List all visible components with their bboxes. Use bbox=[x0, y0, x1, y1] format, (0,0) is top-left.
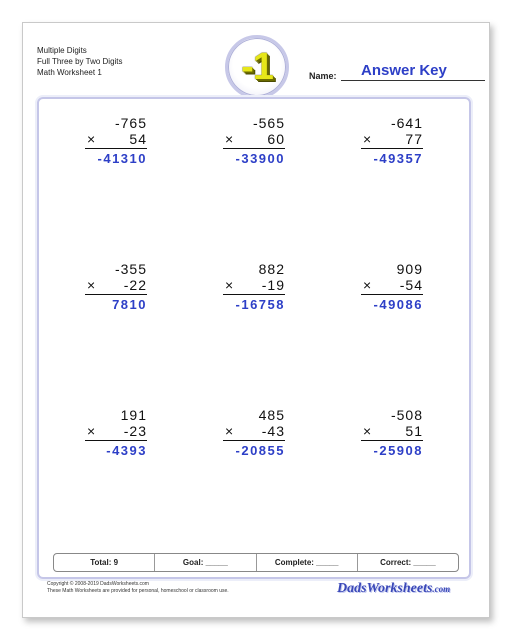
correct-field: Correct: _____ bbox=[380, 558, 436, 567]
logo-suffix: .com bbox=[432, 584, 451, 594]
problem-1-top: -765 bbox=[114, 115, 147, 131]
problem-1-bar bbox=[85, 148, 147, 149]
problem-1 bbox=[85, 115, 147, 167]
problem-6-operator-row bbox=[361, 277, 423, 293]
goal-field: Goal: _____ bbox=[155, 554, 256, 571]
copyright-line-2: These Math Worksheets are provided for personal, homeschool or classroom use. bbox=[47, 588, 229, 594]
problem-7-bottom: -23 bbox=[123, 423, 147, 439]
name-underline bbox=[341, 80, 485, 81]
complete-field: Complete: _____ bbox=[257, 554, 358, 571]
total-count: Total: 9 bbox=[54, 554, 155, 571]
badge-text: -1 bbox=[241, 45, 273, 88]
problem-6 bbox=[361, 261, 423, 313]
problem-2-operator-row bbox=[223, 131, 285, 147]
problem-2-bottom: 60 bbox=[267, 131, 285, 147]
problem-7-bar bbox=[85, 440, 147, 441]
problem-1-bottom: 54 bbox=[129, 131, 147, 147]
problem-7-operator-row bbox=[85, 423, 147, 439]
multiply-sign: × bbox=[225, 423, 235, 439]
problem-5-answer: -16758 bbox=[235, 297, 285, 312]
problem-3-top: -641 bbox=[390, 115, 423, 131]
problem-8-bar bbox=[223, 440, 285, 441]
problem-9-answer: -25908 bbox=[373, 443, 423, 458]
problem-6-bar bbox=[361, 294, 423, 295]
problem-1-answer: -41310 bbox=[97, 151, 147, 166]
problem-7 bbox=[85, 407, 147, 459]
problem-6-answer: -49086 bbox=[373, 297, 423, 312]
problem-3-bottom: 77 bbox=[405, 131, 423, 147]
multiply-sign: × bbox=[225, 277, 235, 293]
problem-4-answer: 7810 bbox=[112, 297, 147, 312]
problem-9 bbox=[361, 407, 423, 459]
problem-4-bottom: -22 bbox=[123, 277, 147, 293]
problem-3-operator-row bbox=[361, 131, 423, 147]
problem-9-top: -508 bbox=[390, 407, 423, 423]
logo-main: DadsWorksheets bbox=[337, 581, 433, 596]
title-line-2: Full Three by Two Digits bbox=[37, 57, 123, 66]
problem-9-bottom: 51 bbox=[405, 423, 423, 439]
problem-9-operator-row bbox=[361, 423, 423, 439]
problem-4-operator-row bbox=[85, 277, 147, 293]
name-label: Name: bbox=[309, 71, 337, 81]
problem-8-answer: -20855 bbox=[235, 443, 285, 458]
problem-5-bar bbox=[223, 294, 285, 295]
score-footer bbox=[53, 553, 459, 572]
problem-9-bar bbox=[361, 440, 423, 441]
negative-one-badge bbox=[225, 35, 289, 99]
copyright-line-1: Copyright © 2008-2019 DadsWorksheets.com bbox=[47, 581, 149, 587]
problem-3-answer: -49357 bbox=[373, 151, 423, 166]
problems-frame bbox=[37, 97, 471, 579]
problem-2-bar bbox=[223, 148, 285, 149]
copyright-notice bbox=[47, 581, 229, 595]
problem-1-operator-row bbox=[85, 131, 147, 147]
problem-5 bbox=[223, 261, 285, 313]
title-line-3: Math Worksheet 1 bbox=[37, 68, 102, 77]
problem-8 bbox=[223, 407, 285, 459]
multiply-sign: × bbox=[87, 131, 97, 147]
problem-3-bar bbox=[361, 148, 423, 149]
multiply-sign: × bbox=[363, 131, 373, 147]
multiply-sign: × bbox=[225, 131, 235, 147]
title-line-1: Multiple Digits bbox=[37, 46, 87, 55]
problem-8-operator-row bbox=[223, 423, 285, 439]
worksheet-page bbox=[22, 22, 490, 618]
multiply-sign: × bbox=[87, 277, 97, 293]
multiply-sign: × bbox=[87, 423, 97, 439]
problem-2-answer: -33900 bbox=[235, 151, 285, 166]
problem-2 bbox=[223, 115, 285, 167]
multiply-sign: × bbox=[363, 423, 373, 439]
problem-2-top: -565 bbox=[252, 115, 285, 131]
problem-3 bbox=[361, 115, 423, 167]
problem-4-top: -355 bbox=[114, 261, 147, 277]
problem-7-answer: -4393 bbox=[106, 443, 147, 458]
multiply-sign: × bbox=[363, 277, 373, 293]
problem-5-top: 882 bbox=[258, 261, 285, 277]
name-field bbox=[309, 63, 485, 83]
problem-5-bottom: -19 bbox=[261, 277, 285, 293]
problem-7-top: 191 bbox=[120, 407, 147, 423]
dadsworksheets-logo[interactable] bbox=[337, 581, 450, 597]
problem-8-bottom: -43 bbox=[261, 423, 285, 439]
problem-6-top: 909 bbox=[396, 261, 423, 277]
problem-5-operator-row bbox=[223, 277, 285, 293]
worksheet-title bbox=[37, 45, 123, 78]
problem-4 bbox=[85, 261, 147, 313]
answer-key-label: Answer Key bbox=[361, 62, 447, 79]
problem-4-bar bbox=[85, 294, 147, 295]
problem-6-bottom: -54 bbox=[399, 277, 423, 293]
problem-8-top: 485 bbox=[258, 407, 285, 423]
